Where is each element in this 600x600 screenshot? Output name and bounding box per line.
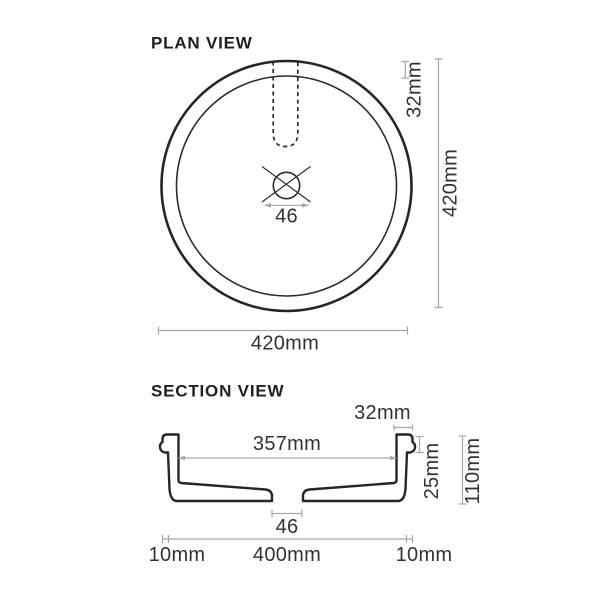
dim-plan-rim-width	[401, 61, 425, 118]
outer-rim-circle	[162, 61, 412, 311]
dim-plan-overall-height	[435, 59, 462, 308]
overflow-slot-dashed	[273, 62, 298, 147]
section-view-title: SECTION VIEW	[151, 381, 285, 401]
dim-section-base-chain	[149, 535, 453, 566]
dim-arrow-left	[265, 203, 272, 208]
plan-view-drawing	[151, 34, 462, 355]
dim-label-base-offset-left: 10mm	[148, 544, 206, 566]
dim-section-inner-width	[179, 433, 397, 460]
dim-label-plan-drain: 46	[275, 205, 298, 228]
dim-label-section-rim-depth: 25mm	[421, 442, 443, 500]
dim-label-base-width: 400mm	[252, 544, 322, 566]
drain-symbol	[262, 167, 311, 203]
dim-plan-overall-width	[159, 327, 408, 355]
dim-section-overall-height	[459, 436, 485, 504]
inner-basin-circle	[177, 76, 397, 296]
section-view-drawing	[149, 382, 484, 567]
dim-label-plan-overall-width: 420mm	[250, 332, 320, 355]
dim-section-drain	[272, 510, 302, 539]
dim-plan-drain	[265, 203, 309, 228]
dim-label-section-overall-height: 110mm	[462, 437, 484, 505]
drain-circle	[273, 172, 299, 198]
dim-arrow-right	[302, 203, 309, 208]
dim-label-plan-overall-height: 420mm	[439, 148, 462, 218]
dim-section-rim-thickness	[354, 402, 412, 431]
dim-label-base-offset-right: 10mm	[395, 544, 453, 566]
dim-label-plan-rim-width: 32mm	[403, 61, 426, 118]
dim-section-rim-depth	[416, 437, 444, 500]
dim-label-section-drain: 46	[275, 516, 299, 538]
dim-label-section-rim-thickness: 32mm	[354, 402, 411, 424]
plan-view-title: PLAN VIEW	[151, 33, 253, 53]
dim-label-section-inner-width: 357mm	[252, 433, 322, 455]
